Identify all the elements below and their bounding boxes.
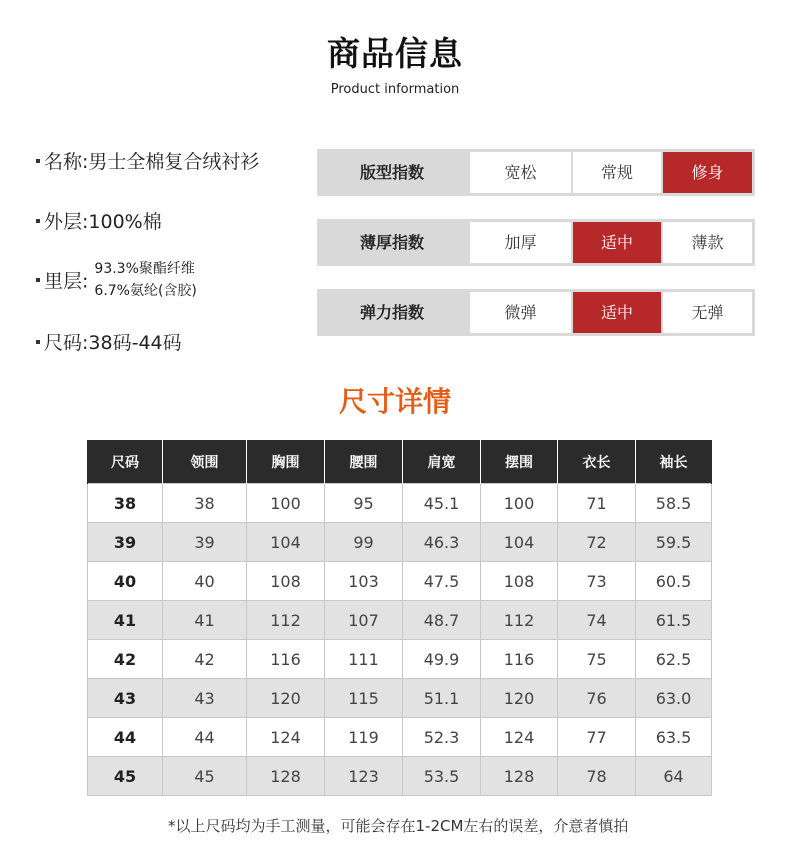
table-cell: 45.1: [403, 484, 481, 523]
table-cell: 60.5: [636, 562, 712, 601]
table-cell: 128: [247, 757, 325, 796]
bullet-icon: [36, 278, 40, 282]
index-name: 版型指数: [359, 163, 424, 182]
table-row: [88, 484, 712, 523]
index-option: 适中: [573, 292, 661, 333]
table-header-cell: 领围: [163, 440, 247, 484]
table-row: [88, 523, 712, 562]
table-cell: 41: [88, 601, 163, 640]
table-cell: 44: [88, 718, 163, 757]
table-row: [88, 718, 712, 757]
table-cell: 119: [325, 718, 403, 757]
index-option: 宽松: [470, 152, 571, 193]
index-name: 薄厚指数: [359, 233, 424, 252]
info-label: 外层:: [44, 211, 89, 233]
info-value: 38码-44码: [88, 332, 182, 354]
table-cell: 45: [88, 757, 163, 796]
table-cell: 123: [325, 757, 403, 796]
table-header-cell: 袖长: [636, 440, 712, 484]
index-row: [317, 219, 755, 266]
index-option: 加厚: [470, 222, 571, 263]
table-row: [88, 679, 712, 718]
table-cell: 73: [558, 562, 636, 601]
table-cell: 128: [481, 757, 558, 796]
table-header-cell: 衣长: [558, 440, 636, 484]
table-cell: 45: [163, 757, 247, 796]
table-cell: 53.5: [403, 757, 481, 796]
table-cell: 40: [163, 562, 247, 601]
measurement-note: *以上尺码均为手工测量，可能会存在1-2CM左右的误差，介意者慎拍: [168, 817, 629, 835]
table-cell: 46.3: [403, 523, 481, 562]
table-cell: 58.5: [636, 484, 712, 523]
page-title: 商品信息: [327, 34, 463, 73]
table-cell: 103: [325, 562, 403, 601]
index-option: 常规: [573, 152, 661, 193]
info-inner: [36, 258, 197, 302]
table-cell: 63.5: [636, 718, 712, 757]
table-header-cell: 摆围: [481, 440, 558, 484]
bullet-icon: [36, 340, 40, 344]
info-size: [36, 328, 182, 355]
bullet-icon: [36, 159, 40, 163]
table-cell: 116: [481, 640, 558, 679]
table-cell: 62.5: [636, 640, 712, 679]
table-cell: 120: [247, 679, 325, 718]
table-cell: 107: [325, 601, 403, 640]
table-cell: 75: [558, 640, 636, 679]
table-cell: 61.5: [636, 601, 712, 640]
table-cell: 71: [558, 484, 636, 523]
table-header-cell: 肩宽: [403, 440, 481, 484]
table-cell: 104: [247, 523, 325, 562]
size-table: [87, 440, 712, 796]
table-cell: 95: [325, 484, 403, 523]
size-section-title: 尺寸详情: [338, 385, 451, 418]
table-cell: 47.5: [403, 562, 481, 601]
table-cell: 78: [558, 757, 636, 796]
index-option: 无弹: [663, 292, 752, 333]
table-cell: 43: [88, 679, 163, 718]
table-cell: 100: [481, 484, 558, 523]
table-cell: 111: [325, 640, 403, 679]
table-cell: 42: [88, 640, 163, 679]
index-option: 修身: [663, 152, 752, 193]
table-cell: 108: [481, 562, 558, 601]
info-value-line1: 93.3%聚酯纤维: [94, 261, 195, 277]
table-row: [88, 562, 712, 601]
info-value: 100%棉: [88, 211, 162, 233]
info-value: 男士全棉复合绒衬衫: [88, 151, 260, 173]
table-cell: 48.7: [403, 601, 481, 640]
page-subtitle: Product information: [330, 82, 460, 97]
table-cell: 38: [88, 484, 163, 523]
table-cell: 108: [247, 562, 325, 601]
table-row: [88, 601, 712, 640]
table-cell: 49.9: [403, 640, 481, 679]
table-cell: 64: [636, 757, 712, 796]
table-cell: 115: [325, 679, 403, 718]
table-header-cell: 尺码: [88, 440, 163, 484]
info-label: 里层:: [44, 270, 89, 293]
table-cell: 38: [163, 484, 247, 523]
table-cell: 39: [88, 523, 163, 562]
index-option: 适中: [573, 222, 661, 263]
index-option: 薄款: [663, 222, 752, 263]
index-row: [317, 149, 755, 196]
table-cell: 63.0: [636, 679, 712, 718]
table-cell: 74: [558, 601, 636, 640]
table-row: [88, 640, 712, 679]
table-cell: 120: [481, 679, 558, 718]
info-value-line2: 6.7%氨纶(含胶): [94, 283, 197, 299]
table-cell: 40: [88, 562, 163, 601]
table-cell: 124: [247, 718, 325, 757]
info-name: [36, 147, 259, 174]
table-header-cell: 胸围: [247, 440, 325, 484]
table-cell: 42: [163, 640, 247, 679]
table-cell: 99: [325, 523, 403, 562]
table-header-cell: 腰围: [325, 440, 403, 484]
table-cell: 51.1: [403, 679, 481, 718]
bullet-icon: [36, 219, 40, 223]
table-cell: 112: [247, 601, 325, 640]
table-cell: 72: [558, 523, 636, 562]
table-cell: 52.3: [403, 718, 481, 757]
table-cell: 44: [163, 718, 247, 757]
info-outer: [36, 207, 162, 234]
table-cell: 77: [558, 718, 636, 757]
info-label: 尺码:: [44, 332, 89, 354]
index-name: 弹力指数: [359, 303, 424, 322]
table-cell: 41: [163, 601, 247, 640]
index-option: 微弹: [470, 292, 571, 333]
table-cell: 100: [247, 484, 325, 523]
table-cell: 43: [163, 679, 247, 718]
table-cell: 59.5: [636, 523, 712, 562]
table-cell: 104: [481, 523, 558, 562]
table-cell: 116: [247, 640, 325, 679]
index-row: [317, 289, 755, 336]
table-cell: 112: [481, 601, 558, 640]
table-cell: 76: [558, 679, 636, 718]
table-row: [88, 757, 712, 796]
info-label: 名称:: [44, 151, 89, 173]
table-cell: 39: [163, 523, 247, 562]
table-cell: 124: [481, 718, 558, 757]
